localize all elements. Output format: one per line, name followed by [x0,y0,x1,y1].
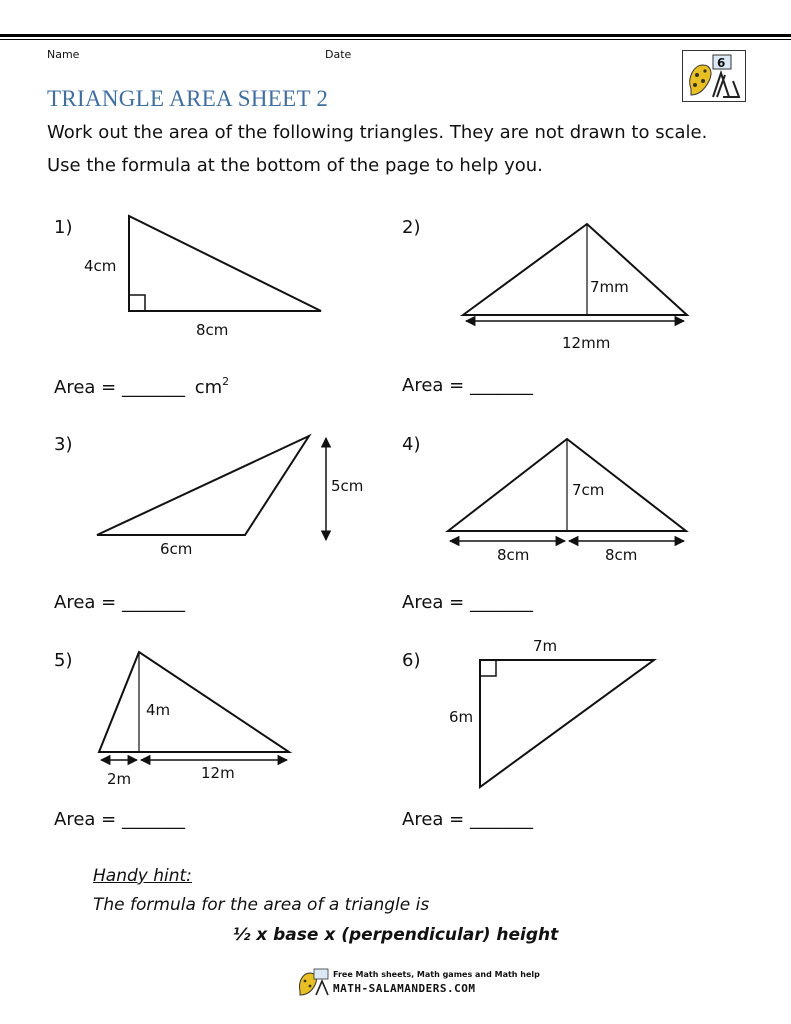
grade-badge: 6 [717,56,726,70]
base-label: 12mm [562,334,611,352]
hint-heading: Handy hint: [93,866,192,886]
triangle-5 [99,652,289,752]
height-label: 7mm [590,278,629,296]
triangle-4 [448,439,686,531]
base-label: 12m [201,764,235,782]
question-number: 2) [402,217,421,238]
area-formula: ½ x base x (perpendicular) height [232,925,559,945]
side-label: 6m [449,708,474,726]
top-rule-thin [0,39,791,40]
answer-line: Area = _______ [402,375,533,396]
top-rule [0,34,791,37]
side-label: 7m [533,637,558,655]
instruction-line-1: Work out the area of the following triangles. They are not drawn to scale. [47,122,708,143]
question-number: 1) [54,217,73,238]
name-label: Name [47,48,80,61]
answer-line: Area = _______ [54,809,185,830]
footer-tagline: Free Math sheets, Math games and Math help [333,970,540,979]
triangle-6 [480,660,654,787]
grade-logo [682,50,746,102]
answer-line: Area = _______ [402,809,533,830]
answer-line: Area = _______ [402,592,533,613]
instruction-line-2: Use the formula at the bottom of the page to help you. [47,155,543,176]
height-label: 7cm [572,481,605,499]
base-label: 8cm [497,546,530,564]
side-label: 8cm [196,321,229,339]
salamander-logo-icon [683,51,745,101]
triangle-1 [129,216,321,311]
right-angle-marker [129,295,145,311]
height-label: 4m [146,701,171,719]
date-label: Date [325,48,352,61]
height-label: 5cm [331,477,364,495]
question-number: 6) [402,650,421,671]
answer-line [54,375,229,398]
salamander-footer-icon [296,967,332,997]
answer-line: Area = _______ [54,592,185,613]
footer-site-link[interactable]: MATH-SALAMANDERS.COM [333,982,476,995]
question-number: 5) [54,650,73,671]
question-number: 3) [54,434,73,455]
right-angle-marker [480,660,496,676]
base-label: 6cm [160,540,193,558]
hint-line: The formula for the area of a triangle is [93,895,430,915]
triangle-2 [463,224,687,315]
answer-unit-power: 2 [222,375,230,388]
offset-label: 2m [107,770,132,788]
side-label: 4cm [84,257,117,275]
page-title: TRIANGLE AREA SHEET 2 [47,86,329,111]
question-number: 4) [402,434,421,455]
triangle-3 [97,436,309,535]
answer-unit: cm [194,377,223,398]
base-label: 8cm [605,546,638,564]
answer-prefix: Area = _______ [54,377,185,398]
